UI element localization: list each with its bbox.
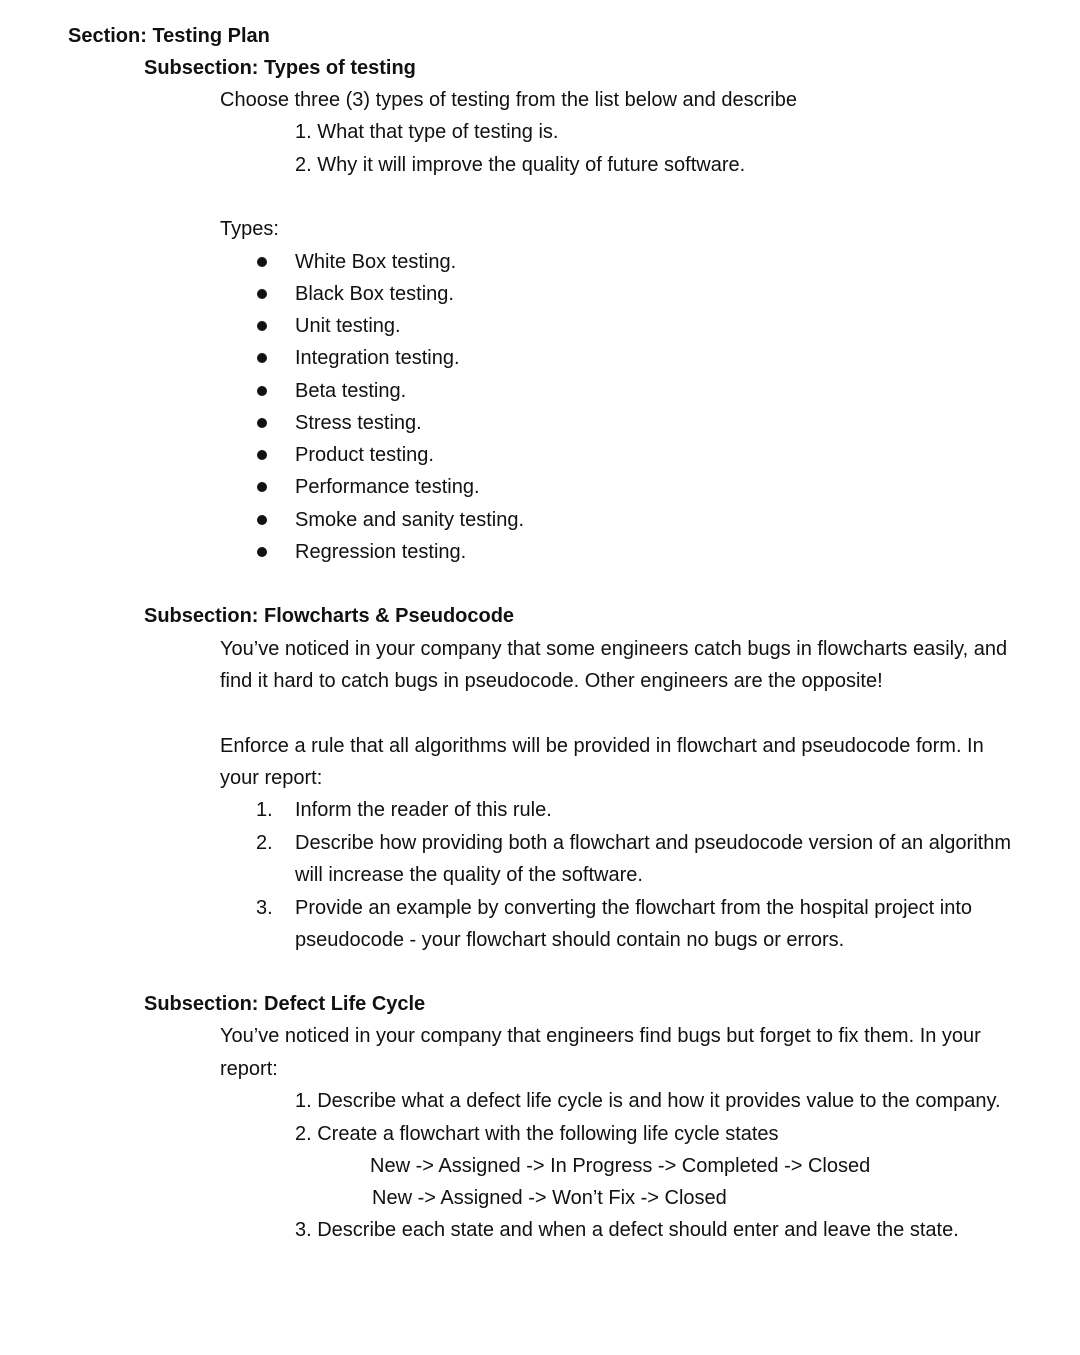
flowcharts-para1-line2: find it hard to catch bugs in pseudocode. Other engineers are the opposite! xyxy=(220,670,883,692)
type-item: Unit testing. xyxy=(295,315,401,337)
list-item: Provide an example by converting the flowchart from the hospital project into xyxy=(295,897,973,919)
types-point-1: 1. What that type of testing is. xyxy=(295,121,559,143)
lifecycle-flow-2: New -> Assigned -> Won’t Fix -> Closed xyxy=(372,1187,727,1209)
type-item: Product testing. xyxy=(295,444,434,466)
bullet-icon xyxy=(257,418,267,428)
bullet-icon xyxy=(257,482,267,492)
defect-para-line1: You’ve noticed in your company that engineers find bugs but forget to fix them. In your xyxy=(220,1025,981,1047)
list-item-continuation: will increase the quality of the software. xyxy=(295,864,643,886)
list-number: 1. xyxy=(256,799,273,821)
type-item: Integration testing. xyxy=(295,347,460,369)
flowcharts-para1-line1: You’ve noticed in your company that some engineers catch bugs in flowcharts easily, and xyxy=(220,638,1008,660)
type-item: Black Box testing. xyxy=(295,283,454,305)
types-subsection-heading: Subsection: Types of testing xyxy=(144,57,416,79)
type-item: Smoke and sanity testing. xyxy=(295,509,525,531)
type-item: Performance testing. xyxy=(295,476,480,498)
bullet-icon xyxy=(257,547,267,557)
flowcharts-subsection-heading: Subsection: Flowcharts & Pseudocode xyxy=(144,605,515,627)
bullet-icon xyxy=(257,386,267,396)
defect-subsection-heading: Subsection: Defect Life Cycle xyxy=(144,993,426,1015)
type-item: Beta testing. xyxy=(295,380,407,402)
lifecycle-flow-1: New -> Assigned -> In Progress -> Completed -> Closed xyxy=(370,1155,871,1177)
defect-point-2: 2. Create a flowchart with the following life cycle states xyxy=(295,1123,779,1145)
type-item: White Box testing. xyxy=(295,251,457,273)
flowcharts-para2-line2: your report: xyxy=(220,767,323,789)
defect-point-3: 3. Describe each state and when a defect should enter and leave the state. xyxy=(295,1219,959,1241)
bullet-icon xyxy=(257,515,267,525)
bullet-icon xyxy=(257,289,267,299)
bullet-icon xyxy=(257,321,267,331)
bullet-icon xyxy=(257,257,267,267)
list-item: Describe how providing both a flowchart and pseudocode version of an algorithm xyxy=(295,832,1011,854)
list-number: 2. xyxy=(256,832,273,854)
type-item: Stress testing. xyxy=(295,412,422,434)
types-intro: Choose three (3) types of testing from the list below and describe xyxy=(220,89,797,111)
list-item: Inform the reader of this rule. xyxy=(295,799,552,821)
flowcharts-para2-line1: Enforce a rule that all algorithms will be provided in flowchart and pseudocode form. In xyxy=(220,735,984,757)
bullet-icon xyxy=(257,353,267,363)
list-item-continuation: pseudocode - your flowchart should contain no bugs or errors. xyxy=(295,929,845,951)
list-number: 3. xyxy=(256,897,273,919)
bullet-icon xyxy=(257,450,267,460)
section-title: Section: Testing Plan xyxy=(68,25,270,47)
types-point-2: 2. Why it will improve the quality of future software. xyxy=(295,154,746,176)
defect-point-1: 1. Describe what a defect life cycle is and how it provides value to the company. xyxy=(295,1090,1001,1112)
types-label: Types: xyxy=(220,218,279,240)
type-item: Regression testing. xyxy=(295,541,467,563)
defect-para-line2: report: xyxy=(220,1058,278,1080)
